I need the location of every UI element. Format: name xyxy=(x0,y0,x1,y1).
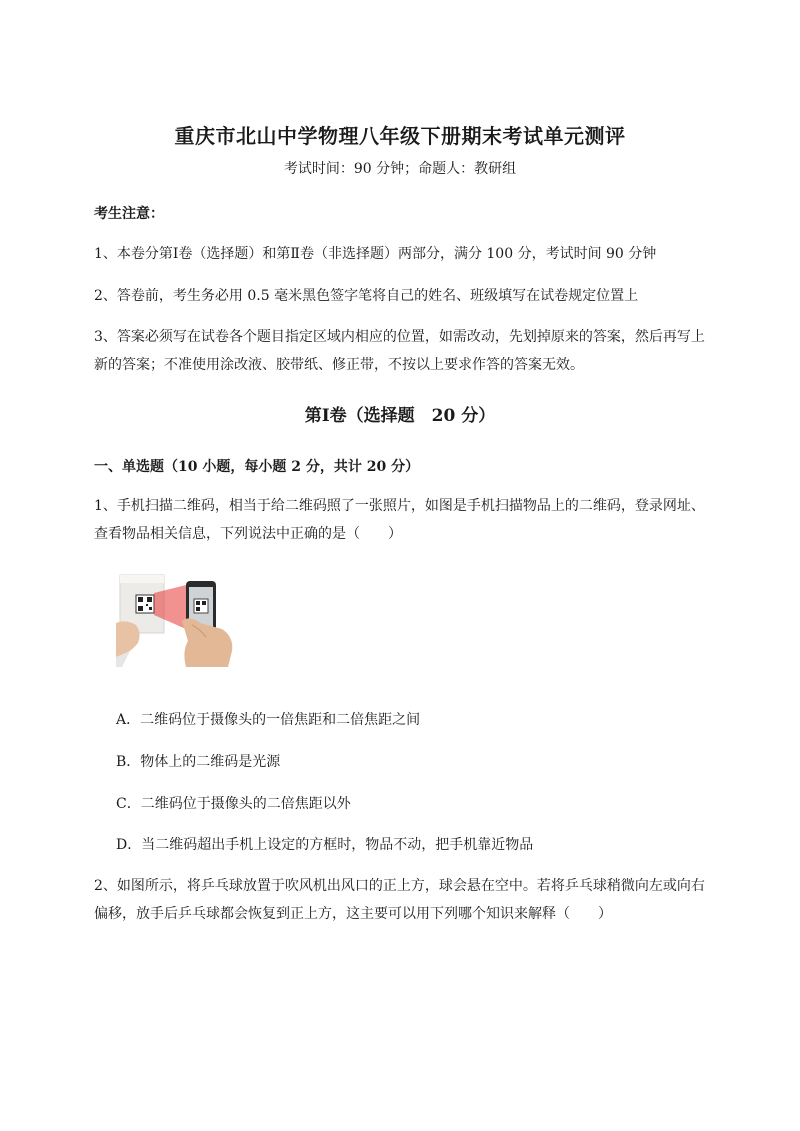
question-1-option-a: A．二维码位于摄像头的一倍焦距和二倍焦距之间 xyxy=(116,712,421,728)
notice-heading: 考生注意： xyxy=(94,206,164,222)
section-title: 第Ⅰ卷（选择题 20 分） xyxy=(304,406,496,426)
notice-item-3: 3、答案必须写在试卷各个题目指定区域内相应的位置，如需改动，先划掉原来的答案，然后再写上新的答案；不准使用涂改液、胶带纸、修正带，不按以上要求作答的答案无效。 xyxy=(94,329,705,373)
part-heading: 一、单选题（10 小题，每小题 2 分，共计 20 分） xyxy=(94,459,420,475)
qr-scan-illustration xyxy=(116,571,236,667)
notice-item-1: 1、本卷分第Ⅰ卷（选择题）和第Ⅱ卷（非选择题）两部分，满分 100 分，考试时间 90 分钟 xyxy=(94,246,657,262)
notice-item-2: 2、答卷前，考生务必用 0.5 毫米黑色签字笔将自己的姓名、班级填写在试卷规定位置上 xyxy=(94,288,639,304)
exam-subtitle: 考试时间：90 分钟；命题人：教研组 xyxy=(283,161,517,177)
question-2-stem: 2、如图所示，将乒乓球放置于吹风机出风口的正上方，球会悬在空中。若将乒乓球稍微向左或向右偏移，放手后乒乓球都会恢复到正上方，这主要可以用下列哪个知识来解释（ ） xyxy=(94,878,705,922)
question-1-option-d: D．当二维码超出手机上设定的方框时，物品不动，把手机靠近物品 xyxy=(116,837,534,853)
question-1-option-b: B．物体上的二维码是光源 xyxy=(116,754,281,770)
question-1-option-c: C．二维码位于摄像头的二倍焦距以外 xyxy=(116,796,351,812)
question-1-stem: 1、手机扫描二维码，相当于给二维码照了一张照片，如图是手机扫描物品上的二维码，登录网址、查看物品相关信息，下列说法中正确的是（ ） xyxy=(94,498,705,542)
exam-title: 重庆市北山中学物理八年级下册期末考试单元测评 xyxy=(174,124,626,148)
